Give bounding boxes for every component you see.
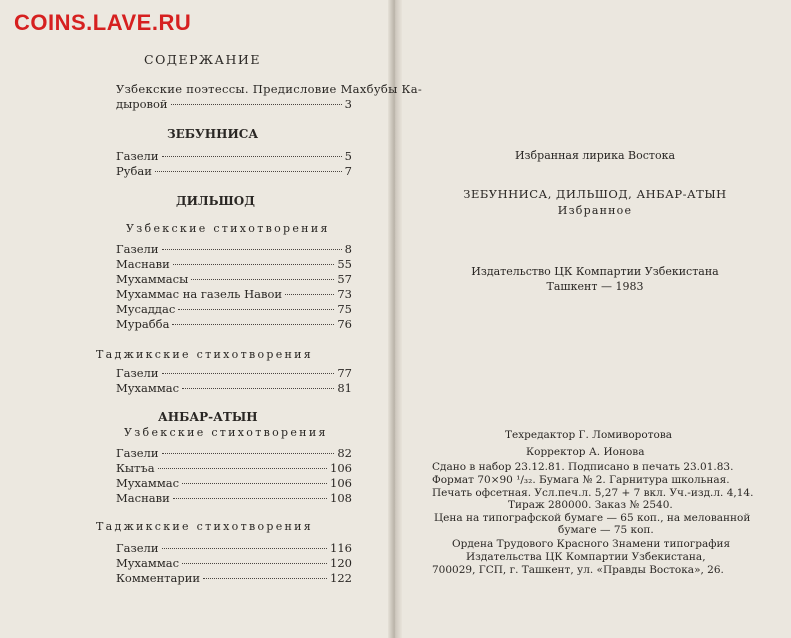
toc-label: Мухаммас: [116, 556, 180, 570]
book-subtitle: Избранное: [557, 204, 633, 217]
toc-label: Газели: [116, 149, 159, 163]
series-title: Избранная лирика Востока: [514, 149, 676, 162]
publisher: Издательство ЦК Компартии Узбекистана: [471, 265, 719, 278]
toc-page: 116: [330, 541, 352, 555]
toc-row: [116, 164, 352, 178]
toc-page: 5: [344, 149, 352, 163]
imprint-line: Печать офсетная. Усл.печ.л. 5,27 + 7 вкл. Уч.-изд.л. 4,14.: [432, 487, 754, 499]
toc-row: [116, 287, 352, 301]
toc-page: 57: [337, 272, 352, 286]
toc-page: 73: [337, 287, 352, 301]
toc-row: [116, 366, 352, 380]
section-dilshod: ДИЛЬШОД: [176, 194, 255, 208]
toc-page: 7: [344, 164, 352, 178]
toc-row: [116, 571, 352, 585]
toc-label: Мухаммас: [116, 476, 180, 490]
imprint-line: Сдано в набор 23.12.81. Подписано в печать 23.01.83.: [432, 461, 734, 473]
toc-row: [116, 381, 352, 395]
toc-label: Мухаммас на газель Навои: [116, 287, 283, 301]
subsection-tajik: Таджикские стихотворения: [96, 348, 314, 361]
toc-page: 55: [337, 257, 352, 271]
subsection-uzbek: Узбекские стихотворения: [126, 222, 330, 235]
toc-label: Мусаддас: [116, 302, 176, 316]
toc-label: Маснави: [116, 257, 170, 271]
subsection-uzbek: Узбекские стихотворения: [124, 426, 328, 439]
imprint-line: Издательства ЦК Компартии Узбекистана,: [466, 551, 706, 563]
toc-label: Маснави: [116, 491, 170, 505]
toc-page: 108: [330, 491, 352, 505]
toc-row: [116, 446, 352, 460]
toc-row: [116, 149, 352, 163]
toc-page: 76: [337, 317, 352, 331]
toc-page: 122: [330, 571, 352, 585]
toc-label: Рубаи: [116, 164, 152, 178]
toc-intro-page: 3: [344, 97, 352, 111]
toc-row: [116, 556, 352, 570]
toc-label: Мухаммас: [116, 381, 180, 395]
toc-row: [116, 461, 352, 475]
imprint-line: 700029, ГСП, г. Ташкент, ул. «Правды Востока», 26.: [432, 564, 724, 576]
toc-row: [116, 541, 352, 555]
toc-label: Комментарии: [116, 571, 201, 585]
toc-page: 106: [330, 461, 352, 475]
toc-intro-line1: Узбекские поэтессы. Предисловие Махбубы Ка-: [116, 82, 423, 96]
toc-label: Газели: [116, 541, 159, 555]
watermark: COINS.LAVE.RU: [14, 10, 192, 35]
toc-page: 81: [337, 381, 352, 395]
toc-page: 77: [337, 366, 352, 380]
toc-row: [116, 272, 352, 286]
toc-row: [116, 302, 352, 316]
toc-row: [116, 242, 352, 256]
toc-page: 120: [330, 556, 352, 570]
toc-label: Мурабба: [116, 317, 170, 331]
section-zebunnisa: ЗЕБУННИСА: [167, 127, 259, 141]
imprint-line: Формат 70×90 ¹/₃₂. Бумага № 2. Гарнитура школьная.: [432, 474, 730, 486]
imprint-line: Цена на типографской бумаге — 65 коп., на мелованной: [434, 512, 751, 524]
toc-intro-row: [116, 97, 352, 111]
book-authors: ЗЕБУННИСА, ДИЛЬШОД, АНБАР-АТЫН: [463, 187, 727, 201]
subsection-tajik: Таджикские стихотворения: [96, 520, 314, 533]
city-year: Ташкент — 1983: [546, 280, 644, 293]
toc-row: [116, 317, 352, 331]
proofreader: Корректор А. Ионова: [526, 446, 645, 458]
imprint-line: бумаге — 75 коп.: [558, 524, 654, 536]
toc-intro-line2: дыровой: [116, 97, 168, 111]
toc-row: [116, 257, 352, 271]
toc-page: 106: [330, 476, 352, 490]
toc-row: [116, 491, 352, 505]
toc-label: Газели: [116, 446, 159, 460]
toc-label: Мухаммасы: [116, 272, 189, 286]
toc-page: 8: [344, 242, 352, 256]
toc-label: Кытъа: [116, 461, 155, 475]
imprint-line: Тираж 280000. Заказ № 2540.: [508, 499, 673, 511]
toc-page: 75: [337, 302, 352, 316]
imprint-line: Ордена Трудового Красного Знамени типография: [452, 538, 731, 550]
section-anbar: АНБАР-АТЫН: [158, 410, 258, 424]
toc-page: 82: [337, 446, 352, 460]
toc-label: Газели: [116, 366, 159, 380]
techeditor: Техредактор Г. Ломиворотова: [505, 429, 673, 441]
toc-heading: СОДЕРЖАНИЕ: [144, 52, 261, 67]
toc-row: [116, 476, 352, 490]
toc-label: Газели: [116, 242, 159, 256]
